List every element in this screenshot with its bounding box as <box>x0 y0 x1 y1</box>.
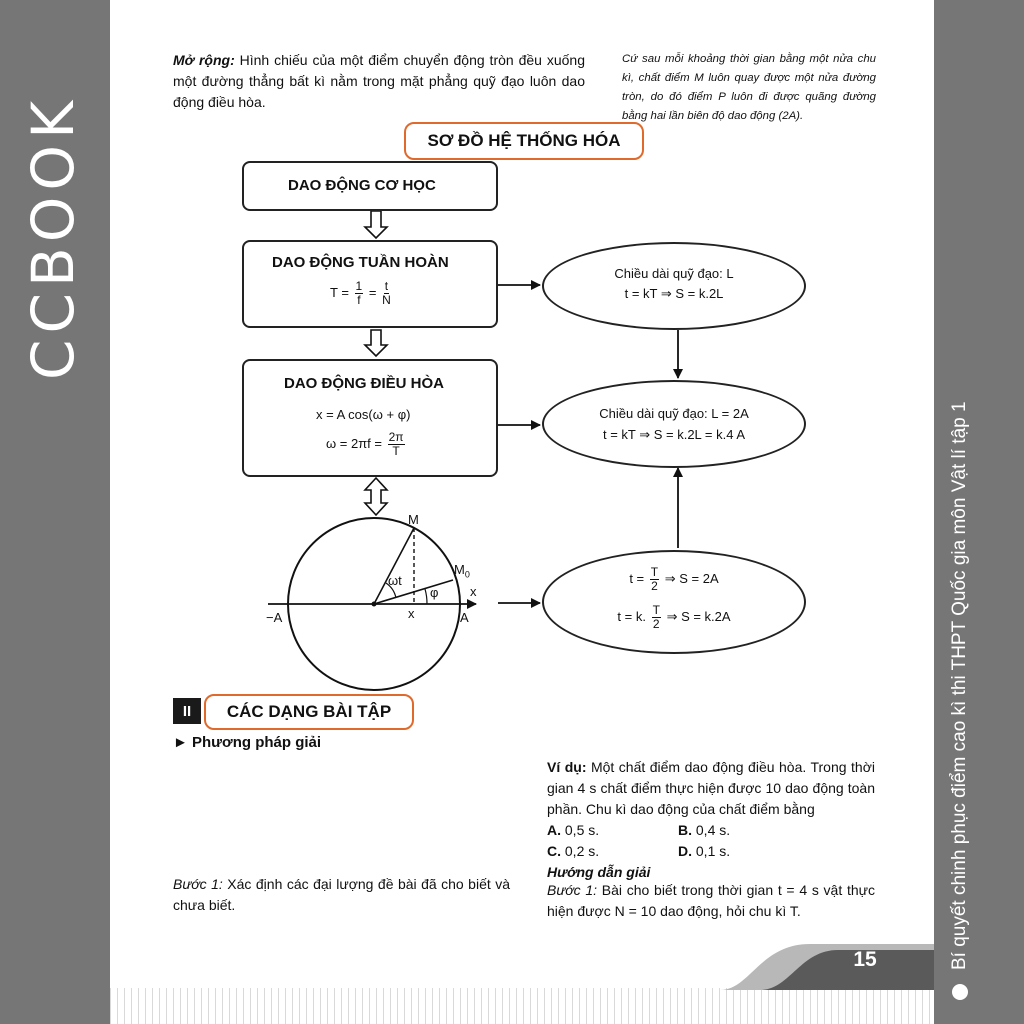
ellipse3-line1 <box>544 566 804 593</box>
e3-l2-num: T <box>652 603 660 617</box>
option-b <box>678 820 730 841</box>
method-heading: ► Phương pháp giải <box>173 734 322 751</box>
option-b-key: B. <box>678 822 692 838</box>
example-label: Ví dụ: <box>547 759 587 775</box>
e3-l2-rhs: ⇒ S = k.2A <box>666 608 731 624</box>
section-title: CÁC DẠNG BÀI TẬP <box>204 694 414 730</box>
omega-num: 2π <box>388 430 404 444</box>
option-a-value: 0,5 s. <box>561 822 600 838</box>
period-eq: = <box>368 284 377 300</box>
option-b-value: 0,4 s. <box>692 822 731 838</box>
label-M0-sub: 0 <box>464 569 470 580</box>
box2-title: DAO ĐỘNG TUẦN HOÀN <box>272 254 449 271</box>
label-omega-t: ωt <box>388 573 402 588</box>
ellipse-trajectory-2A <box>542 380 806 468</box>
box-periodic-oscillation <box>242 240 498 328</box>
frac2-num: t <box>384 279 389 293</box>
e3-l1-den: 2 <box>651 579 658 593</box>
step1-left <box>173 874 510 916</box>
box-harmonic-oscillation <box>242 359 498 477</box>
box3-title: DAO ĐỘNG ĐIỀU HÒA <box>284 375 445 392</box>
side-note: Cứ sau mỗi khoảng thời gian bằng một nửa chu kì, chất điểm M luôn quay được một nửa đường tròn, do đó điểm P luôn đi được quãng đường bằng hai lần biên độ dao động (2A). <box>622 53 876 122</box>
label-M0-main: M <box>454 562 465 577</box>
frac1-den: f <box>357 293 361 307</box>
ellipse-half-period <box>542 550 806 654</box>
page-number: 15 <box>853 948 877 971</box>
ellipse-trajectory-length <box>542 242 806 330</box>
example-paragraph <box>547 757 875 820</box>
e3-l1-rhs: ⇒ S = 2A <box>664 570 719 586</box>
angular-frequency-formula <box>326 431 407 458</box>
intro-text: Hình chiếu của một điểm chuyển động tròn đều xuống một đường thẳng bất kì nằm trong mặt phẳng quỹ đạo luôn dao động điều hòa. <box>173 52 585 110</box>
option-d-key: D. <box>678 843 692 859</box>
omega-lhs: ω = 2πf = <box>326 435 382 451</box>
step1-left-text: Xác định các đại lượng đề bài đã cho biết và chưa biết. <box>173 876 510 913</box>
option-c <box>547 841 599 862</box>
frac1-num: 1 <box>355 279 363 293</box>
ellipse1-line1: Chiều dài quỹ đạo: L <box>614 266 734 281</box>
section-number: II <box>173 698 201 724</box>
option-d <box>678 841 730 862</box>
guide-step1 <box>547 880 875 922</box>
option-a <box>547 820 599 841</box>
guide-title: Hướng dẫn giải <box>547 864 651 880</box>
step1-left-label: Bước 1: <box>173 876 223 892</box>
e3-l1-num: T <box>650 565 659 579</box>
label-phi: φ <box>430 585 439 600</box>
ellipse1-line2: t = kT ⇒ S = k.2L <box>624 286 724 301</box>
label-A-positive: A <box>460 610 469 625</box>
guide-step1-label: Bước 1: <box>547 882 598 898</box>
option-a-key: A. <box>547 822 561 838</box>
label-x-projection: x <box>408 606 415 621</box>
e3-l2-lhs: t = k. <box>617 608 646 624</box>
e3-l2-den: 2 <box>652 617 660 631</box>
ellipse3-line2 <box>544 604 804 631</box>
diagram-title: SƠ ĐỒ HỆ THỐNG HÓA <box>404 122 644 160</box>
label-M0 <box>454 562 470 580</box>
side-title-text: Bí quyết chinh phục điểm cao kì thi THPT Quốc gia môn Vật lí tập 1 <box>949 401 970 970</box>
box1-title: DAO ĐỘNG CƠ HỌC <box>288 177 436 194</box>
guide-step1-text: Bài cho biết trong thời gian t = 4 s vật thực hiện được N = 10 dao động, hỏi chu kì T. <box>547 882 875 919</box>
brand-name: CCBOOK <box>19 94 87 380</box>
frac2-den: N <box>382 293 391 307</box>
label-M: M <box>408 512 419 527</box>
label-A-negative: −A <box>266 610 283 625</box>
option-c-key: C. <box>547 843 561 859</box>
option-d-value: 0,1 s. <box>692 843 731 859</box>
option-c-value: 0,2 s. <box>561 843 600 859</box>
intro-label: Mở rộng: <box>173 52 235 68</box>
period-formula <box>330 280 393 307</box>
omega-den: T <box>392 444 400 458</box>
ellipse2-line1: Chiều dài quỹ đạo: L = 2A <box>599 406 749 421</box>
ellipse2-line2: t = kT ⇒ S = k.2L = k.4 A <box>602 427 746 442</box>
displacement-formula: x = A cos(ω + φ) <box>316 407 411 422</box>
e3-l1-lhs: t = <box>629 570 645 586</box>
period-lhs: T = <box>330 284 349 300</box>
example-text: Một chất điểm dao động điều hòa. Trong thời gian 4 s chất điểm thực hiện được 10 dao động toàn phần. Chu kì dao động của chất điểm bằng <box>547 759 875 817</box>
box-mechanical-oscillation <box>242 161 498 211</box>
label-x-axis: x <box>470 584 477 599</box>
